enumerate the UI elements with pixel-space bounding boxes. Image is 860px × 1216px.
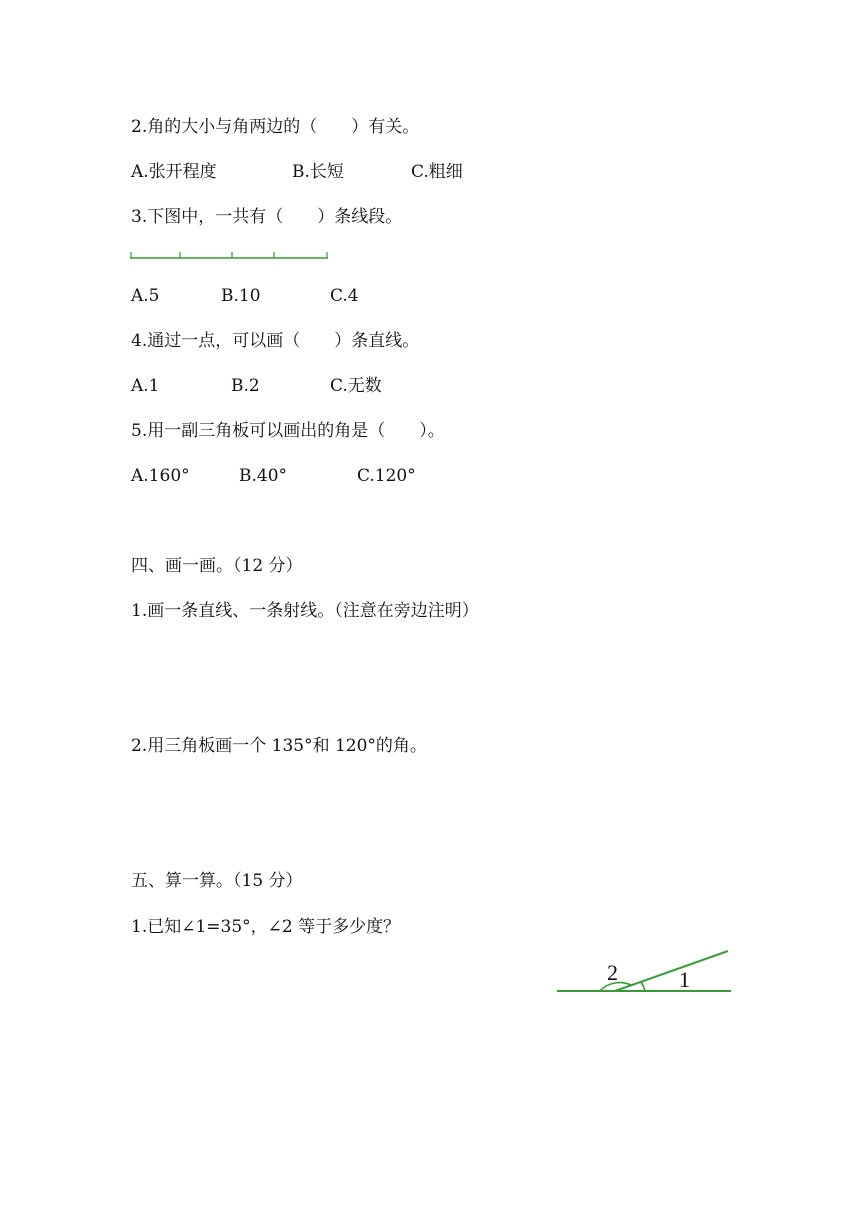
section-4-question-2: 2.用三角板画一个 135°和 120°的角。 (131, 736, 427, 756)
question-2-stem: 2.角的大小与角两边的（ ）有关。 (131, 117, 420, 137)
section-5-question-1: 1.已知∠1=35°，∠2 等于多少度？ (131, 917, 401, 937)
angle-figure (555, 948, 735, 998)
question-4-option-a: A.1 (131, 376, 160, 396)
question-5-option-c: C.120° (357, 466, 416, 486)
angle-ray (615, 951, 728, 991)
question-4-option-c: C.无数 (330, 376, 382, 396)
question-3-option-b: B.10 (221, 286, 261, 306)
question-2-option-a: A.张开程度 (131, 162, 217, 182)
question-2-option-c: C.粗细 (411, 162, 463, 182)
section-4-question-1: 1.画一条直线、一条射线。（注意在旁边注明） (131, 601, 479, 621)
question-4-option-b: B.2 (231, 376, 260, 396)
question-3-option-a: A.5 (131, 286, 160, 306)
segment-figure (130, 250, 330, 262)
angle-1-arc (641, 982, 645, 991)
question-3-option-c: C.4 (330, 286, 359, 306)
question-5-option-a: A.160° (131, 466, 190, 486)
question-4-stem: 4.通过一点，可以画（ ）条直线。 (131, 331, 420, 351)
question-2-option-b: B.长短 (292, 162, 344, 182)
question-5-option-b: B.40° (239, 466, 288, 486)
question-3-stem: 3.下图中，一共有（ ）条线段。 (131, 207, 403, 227)
angle-1-label: 1 (679, 967, 690, 992)
section-5-title: 五、算一算。（15 分） (131, 871, 303, 891)
angle-2-label: 2 (607, 960, 618, 985)
section-4-title: 四、画一画。（12 分） (131, 556, 303, 576)
question-5-stem: 5.用一副三角板可以画出的角是（ ）。 (131, 421, 445, 441)
